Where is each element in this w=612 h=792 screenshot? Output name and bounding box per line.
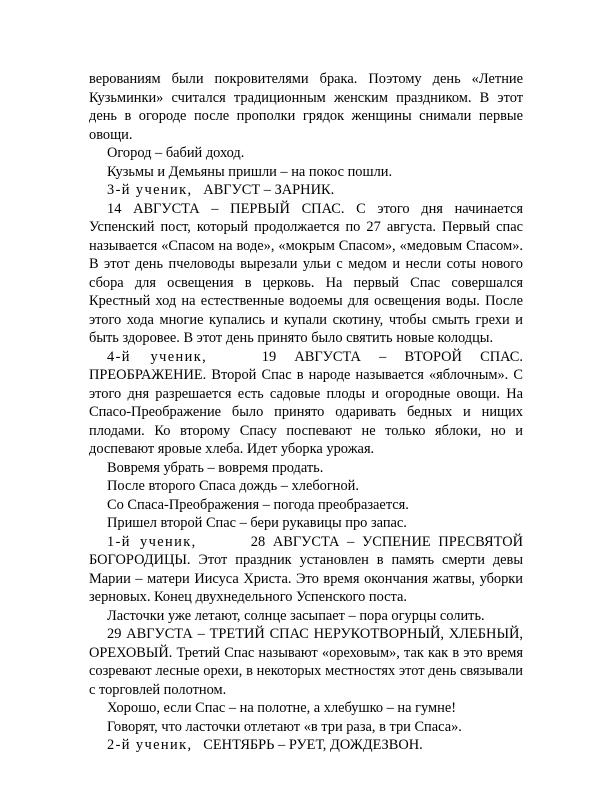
proverb xyxy=(89,144,523,163)
proverb-text: Со Спаса-Преображения – погода преобразается. xyxy=(107,496,409,513)
paragraph-text: 19 АВГУСТА – ВТОРОЙ СПАС. ПРЕОБРАЖЕНИЕ. Второй Спас в народе называется «яблочным». С этого дня разрешается есть садовые плоды и огородные овощи. На Спасо-Преображение было принято одаривать бедных и нищих плодами. Ко второму Спасу поспевают не только яблоки, но и доспевают яровые хлеба. Идет уборка урожая. xyxy=(89,348,523,457)
proverb xyxy=(89,496,523,515)
saying xyxy=(89,718,523,737)
speaker-label: 1-й ученик, xyxy=(107,533,197,550)
proverb xyxy=(89,699,523,718)
proverb-text: После второго Спаса дождь – хлебогной. xyxy=(107,478,359,494)
proverb xyxy=(89,163,523,182)
proverb-text: Вовремя убрать – вовремя продать. xyxy=(107,459,324,476)
paragraph-text: 28 АВГУСТА – УСПЕНИЕ ПРЕСВЯТОЙ БОГОРОДИЦЫ. Этот праздник установлен в память смерти девы Марии – матери Иисуса Христа. Это время окончания жатвы, уборки зерновых. Конец двухнедельного Успенского поста. xyxy=(89,533,524,605)
speaker-label: 2-й ученик, xyxy=(107,737,193,753)
paragraph-kuzminki xyxy=(89,70,523,144)
proverb xyxy=(89,607,523,626)
proverb-text: Хорошо, если Спас – на полотне, а хлебушко – на гумне! xyxy=(107,700,456,716)
paragraph-third-spas xyxy=(89,625,523,699)
speaker-heading xyxy=(89,736,523,755)
saying-text: Говорят, что ласточки отлетают «в три раза, в три Спаса». xyxy=(107,718,462,735)
document-page xyxy=(89,70,523,755)
heading-text: АВГУСТ – ЗАРНИК. xyxy=(203,182,335,198)
proverb xyxy=(89,514,523,533)
proverb-text: Огород – бабий доход. xyxy=(107,145,245,161)
paragraph-text: 29 АВГУСТА – ТРЕТИЙ СПАС НЕРУКОТВОРНЫЙ, ХЛЕБНЫЙ, ОРЕХОВЫЙ. Третий Спас называют «ореховым», так как в это время созревают лесные орехи, в некоторых местностях этот день связывали с торговлей полотном. xyxy=(89,626,523,698)
paragraph-assumption xyxy=(89,533,523,607)
paragraph-text: верованиям были покровителями брака. Поэтому день «Летние Кузьминки» считался традиционным женским праздником. В этот день в огороде после прополки грядок женщины снимали первые овощи. xyxy=(89,71,523,143)
speaker-label: 3-й ученик, xyxy=(107,182,193,198)
paragraph-first-spas xyxy=(89,200,523,348)
proverb xyxy=(89,477,523,496)
paragraph-text: 14 АВГУСТА – ПЕРВЫЙ СПАС. С этого дня начинается Успенский пост, который продолжается по 27 августа. Первый спас называется «Спасом на воде», «мокрым Спасом», «медовым Спасом». В этот день пчеловоды вырезали ульи с медом и несли соты нового сбора для освещения в церковь. На первый Спас совершался Крестный ход на естественные водоемы для освещения воды. После этого хода многие купались и купали скотину, чтобы смыть грехи и быть здоровее. В этот день принято было святить новые колодцы. xyxy=(89,200,523,346)
paragraph-second-spas xyxy=(89,348,523,459)
speaker-label: 4-й ученик, xyxy=(107,348,208,365)
proverb xyxy=(89,459,523,478)
proverb-text: Кузьмы и Демьяны пришли – на покос пошли. xyxy=(107,163,393,180)
speaker-heading xyxy=(89,181,523,200)
heading-text: СЕНТЯБРЬ – РУЕТ, ДОЖДЕЗВОН. xyxy=(203,737,423,753)
proverb-text: Ласточки уже летают, солнце засыпает – пора огурцы солить. xyxy=(107,607,485,624)
proverb-text: Пришел второй Спас – бери рукавицы про запас. xyxy=(107,515,407,531)
